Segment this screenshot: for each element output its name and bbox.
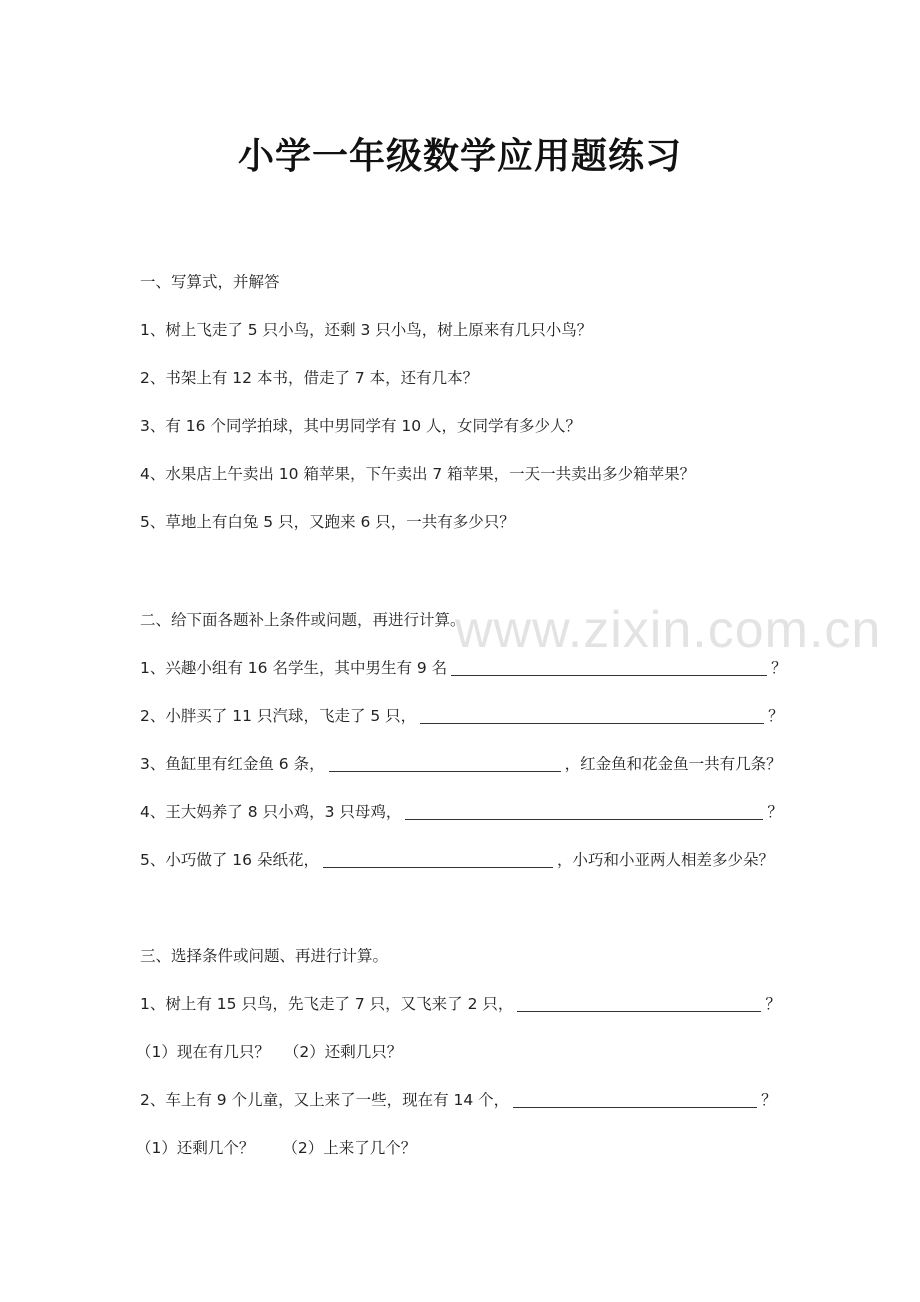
section2-item-1 <box>140 654 787 682</box>
section1-item-4: 4、水果店上午卖出 10 箱苹果，下午卖出 7 箱苹果，一天一共卖出多少箱苹果？ <box>140 465 696 483</box>
question-suffix: ？ <box>767 803 783 821</box>
section3-question-1-options <box>136 1038 402 1066</box>
section3-question-2-options <box>136 1134 416 1162</box>
option-1[interactable]: （1）还剩几个？ <box>136 1139 255 1157</box>
answer-blank[interactable] <box>329 753 561 772</box>
answer-blank[interactable] <box>513 1089 757 1108</box>
answer-blank[interactable] <box>405 801 763 820</box>
question-text: 1、兴趣小组有 16 名学生，其中男生有 9 名 <box>140 659 448 677</box>
section1-item-2: 2、书架上有 12 本书，借走了 7 本，还有几本？ <box>140 369 479 387</box>
section1-item-1: 1、树上飞走了 5 只小鸟，还剩 3 只小鸟，树上原来有几只小鸟？ <box>140 321 593 339</box>
watermark: www.zixin.com.cn <box>455 601 882 659</box>
page-title: 小学一年级数学应用题练习 <box>237 136 682 177</box>
section2-item-5 <box>140 846 774 874</box>
answer-blank[interactable] <box>323 849 553 868</box>
section3-heading: 三、选择条件或问题、再进行计算。 <box>140 947 389 965</box>
question-text: 1、树上有 15 只鸟，先飞走了 7 只，又飞来了 2 只， <box>140 995 514 1013</box>
option-2[interactable]: （2）还剩几只？ <box>283 1043 403 1061</box>
section2-heading: 二、给下面各题补上条件或问题，再进行计算。 <box>140 611 466 629</box>
option-1[interactable]: （1）现在有几只？ <box>136 1043 270 1061</box>
section1-item-5: 5、草地上有白兔 5 只，又跑来 6 只，一共有多少只？ <box>140 513 515 531</box>
question-text: 3、鱼缸里有红金鱼 6 条， <box>140 755 325 773</box>
question-text: 4、王大妈养了 8 只小鸡，3 只母鸡， <box>140 803 402 821</box>
answer-blank[interactable] <box>420 705 764 724</box>
section3-question-2 <box>140 1086 777 1114</box>
question-text: 2、车上有 9 个儿童，又上来了一些，现在有 14 个， <box>140 1091 510 1109</box>
question-suffix: ？ <box>771 659 787 677</box>
answer-blank[interactable] <box>451 657 767 676</box>
question-text: 2、小胖买了 11 只汽球，飞走了 5 只， <box>140 707 417 725</box>
option-2[interactable]: （2）上来了几个？ <box>282 1139 417 1157</box>
section2-item-4 <box>140 798 783 826</box>
question-suffix: ，红金鱼和花金鱼一共有几条？ <box>564 755 782 773</box>
question-suffix: ？ <box>765 995 781 1013</box>
section2-item-3 <box>140 750 782 778</box>
section1-heading: 一、写算式，并解答 <box>140 273 280 291</box>
question-suffix: ？ <box>761 1091 777 1109</box>
section3-question-1 <box>140 990 781 1018</box>
answer-blank[interactable] <box>517 993 761 1012</box>
question-text: 5、小巧做了 16 朵纸花， <box>140 851 319 869</box>
question-suffix: ，小巧和小亚两人相差多少朵？ <box>556 851 774 869</box>
section1-item-3: 3、有 16 个同学拍球，其中男同学有 10 人，女同学有多少人？ <box>140 417 582 435</box>
question-suffix: ？ <box>768 707 784 725</box>
section2-item-2 <box>140 702 784 730</box>
